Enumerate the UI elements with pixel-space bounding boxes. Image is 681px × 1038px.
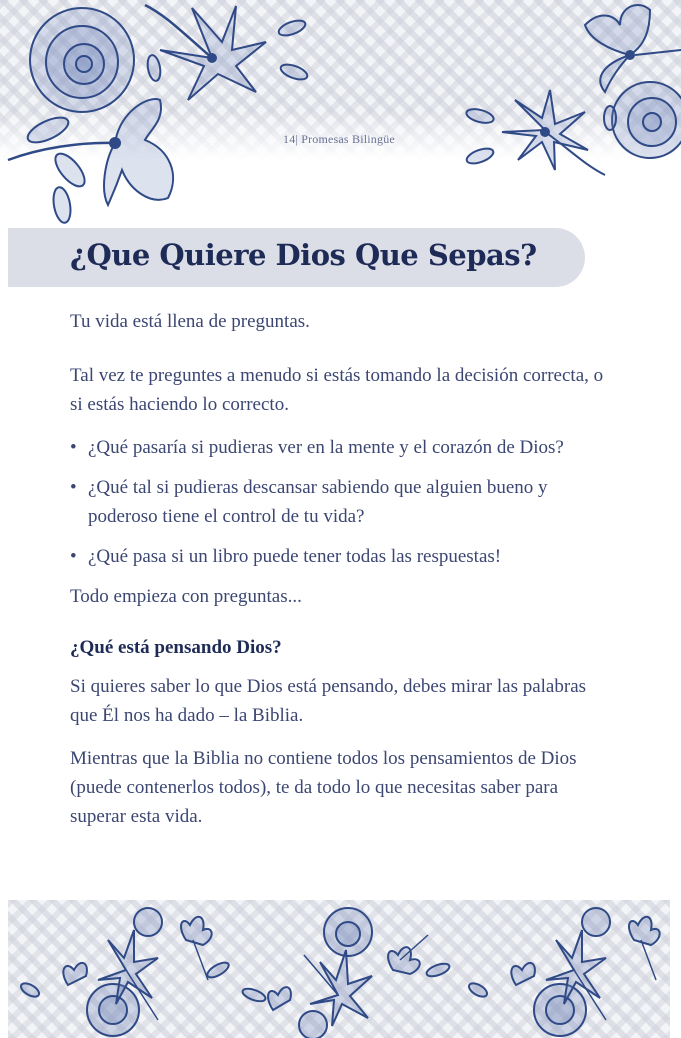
second-paragraph: Tal vez te preguntes a menudo si estás tomando la decisión correcta, o si estás haciendo lo correcto. (70, 365, 604, 415)
list-item: • ¿Qué pasa si un libro puede tener todas las respuestas! (70, 542, 610, 571)
section-paragraph-2: Mientras que la Biblia no contiene todos los pensamientos de Dios (puede contenerlos todos), te da todo lo que necesitas saber para superar esta vida. (70, 748, 577, 827)
body-content (70, 300, 610, 831)
section-heading: ¿Qué está pensando Dios? (70, 637, 282, 658)
question-list (70, 433, 610, 571)
list-item: • ¿Qué tal si pudieras descansar sabiendo que alguien bueno y poderoso tiene el control de tu vida? (70, 473, 610, 531)
running-head: 14| Promesas Bilingüe (283, 132, 395, 146)
intro-paragraph: Tu vida está llena de preguntas. (70, 311, 310, 332)
floral-top-left-icon (0, 0, 320, 225)
floral-top-right-icon (460, 0, 681, 190)
floral-bottom-border-icon (8, 900, 670, 1038)
page-title: ¿Que Quiere Dios Que Sepas? (70, 238, 537, 272)
list-item: • ¿Qué pasaría si pudieras ver en la mente y el corazón de Dios? (70, 433, 610, 462)
closing-line: Todo empieza con preguntas... (70, 586, 302, 607)
section-paragraph-1: Si quieres saber lo que Dios está pensando, debes mirar las palabras que Él nos ha dado – la Biblia. (70, 676, 587, 726)
